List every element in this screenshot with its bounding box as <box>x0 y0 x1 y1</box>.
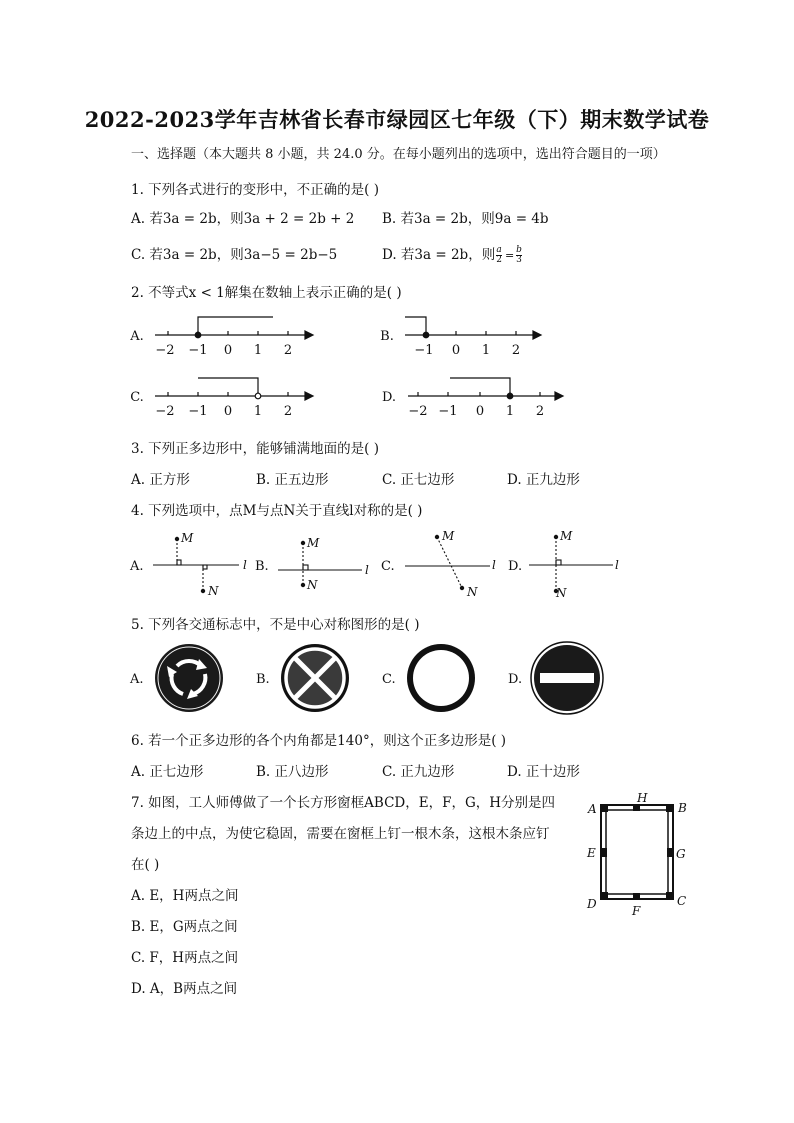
svg-text:−2: −2 <box>155 343 175 358</box>
q5-stem: 5. 下列各交通标志中，不是中心对称图形的是( ) <box>131 617 420 633</box>
no-vehicles-sign-icon <box>407 644 475 712</box>
svg-text:H: H <box>637 791 648 805</box>
svg-text:M: M <box>560 529 573 543</box>
svg-text:0: 0 <box>223 343 233 358</box>
q1-option-d: D. 若3a = 2b，则 $\frac{a}{2}$ = $\frac{b}{3}$ <box>382 245 522 265</box>
svg-text:−1: −1 <box>414 343 434 358</box>
svg-text:A: A <box>588 802 597 816</box>
q6-option-a: A. 正七边形 <box>131 764 204 780</box>
svg-text:−1: −1 <box>188 343 208 358</box>
q2-b-point <box>423 332 429 338</box>
svg-text:C: C <box>677 894 687 908</box>
q2-c-point <box>255 393 261 399</box>
svg-text:B: B <box>678 801 687 815</box>
svg-text:l: l <box>615 558 619 572</box>
svg-text:l: l <box>492 558 496 572</box>
q1-option-c: C. 若3a = 2b，则3a−5 = 2b−5 <box>131 247 338 263</box>
q7-stem-line1: 7. 如图，工人师傅做了一个长方形窗框ABCD，E，F，G，H分别是四 <box>131 795 556 811</box>
svg-text:B.: B. <box>256 672 270 687</box>
q2-stem: 2. 不等式x < 1解集在数轴上表示正确的是( ) <box>131 285 402 301</box>
roundabout-sign-icon <box>155 644 223 712</box>
svg-text:A.: A. <box>130 559 144 574</box>
svg-text:C.: C. <box>382 672 396 687</box>
q6-option-d: D. 正十边形 <box>507 764 580 780</box>
q5-traffic-signs <box>125 640 615 716</box>
svg-text:−1: −1 <box>438 404 458 419</box>
svg-text:N: N <box>208 584 219 598</box>
svg-text:0: 0 <box>475 404 485 419</box>
q7-window-frame-figure <box>582 789 694 919</box>
svg-text:B.: B. <box>255 559 269 574</box>
q6-option-b: B. 正八边形 <box>256 764 329 780</box>
svg-text:N: N <box>467 585 478 599</box>
q1-frac-b-over-3: $\frac{b}{3}$ <box>516 245 522 265</box>
q4-stem: 4. 下列选项中，点M与点N关于直线l对称的是( ) <box>131 503 423 519</box>
svg-text:N: N <box>556 586 567 600</box>
q2-b-solution <box>405 317 426 335</box>
q7-option-c: C. F，H两点之间 <box>131 950 239 966</box>
q1-frac-a-over-2: $\frac{a}{2}$ <box>496 245 502 265</box>
q1-option-d-text: D. 若3a = 2b，则 <box>382 247 496 263</box>
svg-text:2: 2 <box>283 343 293 358</box>
q1-option-a: A. 若3a = 2b，则3a + 2 = 2b + 2 <box>131 211 355 227</box>
svg-text:l: l <box>365 563 369 577</box>
no-entry-sign-icon <box>531 642 603 714</box>
svg-text:−2: −2 <box>155 404 175 419</box>
svg-text:1: 1 <box>481 343 491 358</box>
svg-text:2: 2 <box>535 404 545 419</box>
svg-text:−1: −1 <box>188 404 208 419</box>
q7-option-b: B. E，G两点之间 <box>131 919 238 935</box>
svg-text:0: 0 <box>451 343 461 358</box>
q7-option-d: D. A，B两点之间 <box>131 981 238 997</box>
svg-text:D.: D. <box>508 672 523 687</box>
q7-stem-line2: 条边上的中点，为使它稳固，需要在窗框上钉一根木条，这根木条应钉 <box>131 826 550 842</box>
svg-text:A.: A. <box>130 672 144 687</box>
q3-stem: 3. 下列正多边形中，能够铺满地面的是( ) <box>131 441 379 457</box>
svg-text:N: N <box>307 578 318 592</box>
q2-a-solution <box>198 317 273 335</box>
svg-text:D.: D. <box>508 559 523 574</box>
svg-text:1: 1 <box>505 404 515 419</box>
q3-option-a: A. 正方形 <box>131 472 190 488</box>
svg-text:1: 1 <box>253 343 263 358</box>
q1-option-b: B. 若3a = 2b，则9a = 4b <box>382 211 549 227</box>
svg-text:F: F <box>632 904 641 918</box>
svg-text:2: 2 <box>283 404 293 419</box>
svg-text:−2: −2 <box>408 404 428 419</box>
q4-figures <box>125 525 635 600</box>
svg-text:1: 1 <box>253 404 263 419</box>
svg-text:0: 0 <box>223 404 233 419</box>
q6-stem: 6. 若一个正多边形的各个内角都是140°，则这个正多边形是( ) <box>131 733 507 749</box>
q2-a-point <box>195 332 201 338</box>
q2-a-arrow <box>305 331 313 339</box>
svg-text:M: M <box>181 531 194 545</box>
svg-text:M: M <box>442 529 455 543</box>
q2-label-a: A. <box>130 329 144 344</box>
svg-text:G: G <box>676 847 686 861</box>
q2-number-lines <box>125 308 575 423</box>
svg-text:D: D <box>587 897 597 911</box>
q3-option-b: B. 正五边形 <box>256 472 329 488</box>
q1-stem: 1. 下列各式进行的变形中，不正确的是( ) <box>131 182 379 198</box>
q6-option-c: C. 正九边形 <box>382 764 455 780</box>
svg-text:M: M <box>307 536 320 550</box>
svg-text:2: 2 <box>511 343 521 358</box>
q2-d-point <box>507 393 513 399</box>
svg-text:C.: C. <box>381 559 395 574</box>
exam-title: 2022-2023学年吉林省长春市绿园区七年级（下）期末数学试卷 <box>84 107 710 132</box>
q7-option-a: A. E，H两点之间 <box>131 888 239 904</box>
svg-text:l: l <box>243 558 247 572</box>
q2-label-d: D. <box>381 390 397 405</box>
q3-option-c: C. 正七边形 <box>382 472 455 488</box>
no-stopping-sign-icon <box>281 644 349 712</box>
q3-option-d: D. 正九边形 <box>507 472 580 488</box>
q2-label-c: C. <box>130 390 144 405</box>
q7-stem-line3: 在( ) <box>131 857 160 873</box>
q2-label-b: B. <box>380 329 394 344</box>
section-heading: 一、选择题（本大题共 8 小题，共 24.0 分。在每小题列出的选项中，选出符合题目的一项） <box>131 147 666 162</box>
svg-text:E: E <box>587 846 596 860</box>
